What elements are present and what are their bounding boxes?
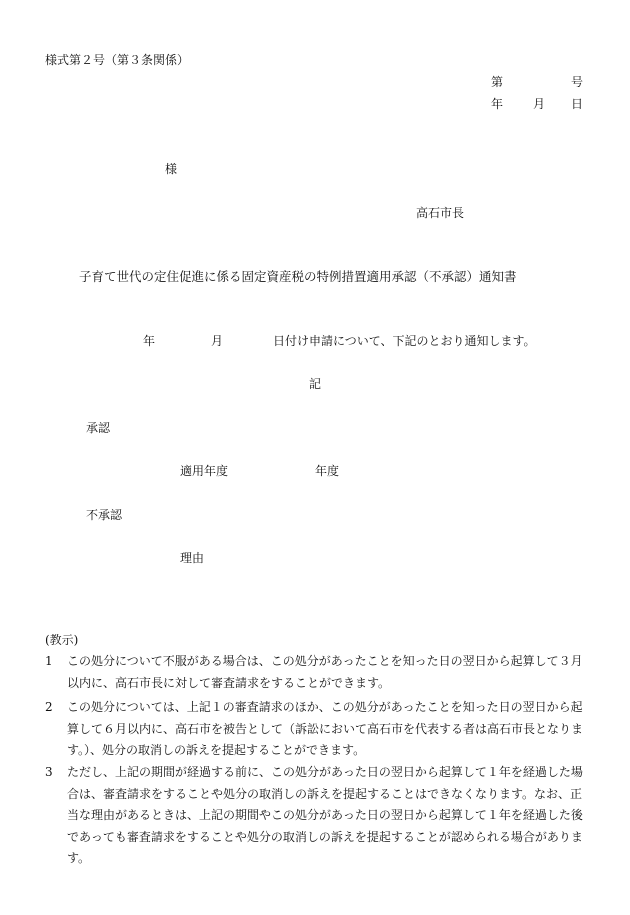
note-number: 3 bbox=[45, 765, 53, 779]
request-line bbox=[0, 335, 630, 349]
request-year: 年 bbox=[143, 334, 156, 348]
date-day: 日 bbox=[571, 97, 584, 111]
form-label: 様式第２号（第３条関係） bbox=[45, 53, 190, 67]
fiscal-year-row bbox=[180, 465, 380, 479]
number-suffix: 号 bbox=[571, 75, 584, 89]
rejection-label: 不承認 bbox=[86, 508, 123, 522]
fiscal-year-unit: 年度 bbox=[315, 464, 340, 478]
issuer: 高石市長 bbox=[416, 206, 465, 220]
note-item bbox=[45, 697, 590, 762]
approval-label: 承認 bbox=[86, 421, 111, 435]
note-text: この処分については、上記１の審査請求のほか、この処分があったことを知った日の翌日から起算して６月以内に、高石市を被告として（訴訟において高石市を代表する者は高石市長となります。）、処分の取消しの訴えを提起することができます。 bbox=[67, 700, 584, 757]
date-month: 月 bbox=[533, 97, 546, 111]
ki-heading: 記 bbox=[309, 377, 322, 391]
reason-label: 理由 bbox=[180, 551, 205, 565]
note-text: ただし、上記の期間が経過する前に、この処分があった日の翌日から起算して１年を経過した場合は、審査請求をすることや処分の取消しの訴えを提起することはできなくなります。なお、正当な理由があるときは、上記の期間やこの処分があった日の翌日から起算して１年を経過した後であっても審査請求をすることや処分の取消しの訴えを提起することが認められる場合があります。 bbox=[67, 765, 583, 865]
note-number: 2 bbox=[45, 700, 53, 714]
addressee-suffix: 様 bbox=[165, 162, 178, 176]
note-item bbox=[45, 762, 590, 870]
request-text: 日付け申請について、下記のとおり通知します。 bbox=[273, 334, 536, 348]
date-year: 年 bbox=[491, 97, 504, 111]
document-title: 子育て世代の定住促進に係る固定資産税の特例措置適用承認（不承認）通知書 bbox=[79, 269, 517, 284]
fiscal-year-label: 適用年度 bbox=[180, 464, 229, 478]
request-month: 月 bbox=[211, 334, 224, 348]
note-number: 1 bbox=[45, 654, 53, 668]
note-text: この処分について不服がある場合は、この処分があったことを知った日の翌日から起算して３月以内に、高石市長に対して審査請求をすることができます。 bbox=[67, 654, 583, 690]
number-prefix: 第 bbox=[491, 75, 504, 89]
note-item bbox=[45, 651, 590, 694]
notes-heading: (教示) bbox=[45, 633, 79, 647]
